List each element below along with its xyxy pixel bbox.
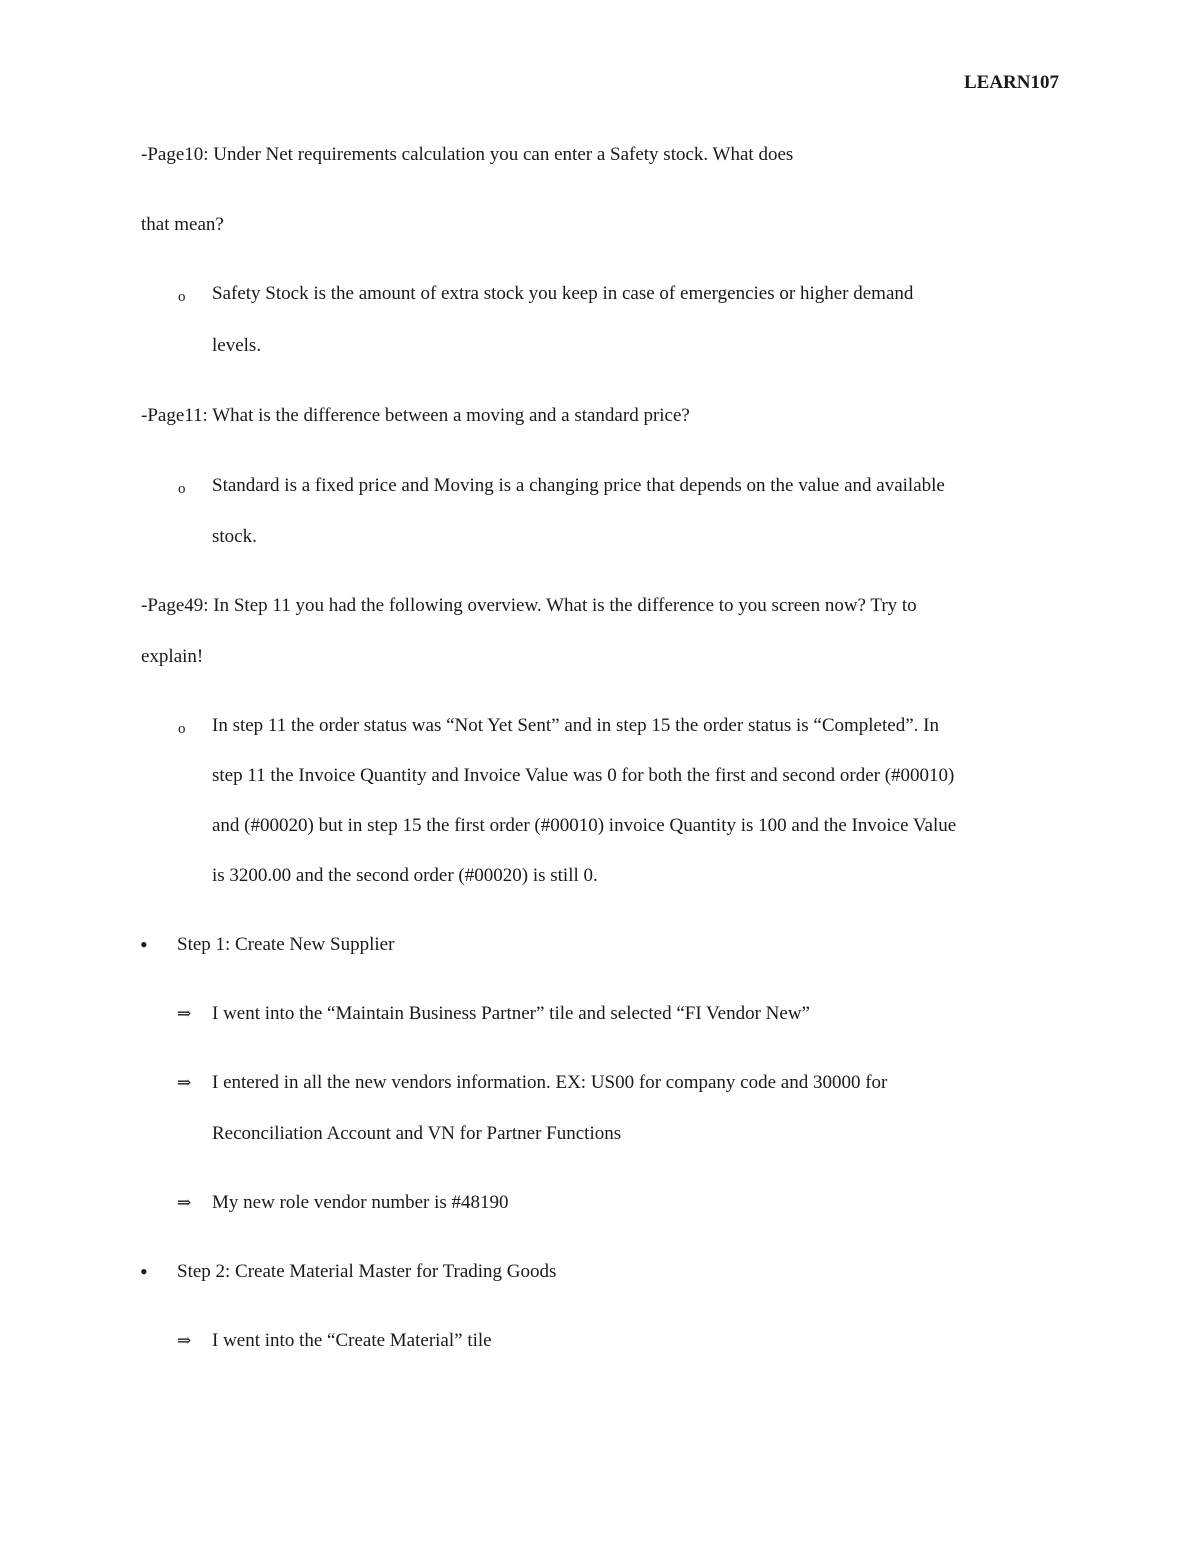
question-page11-line1: -Page11: What is the difference between a moving and a standard price?	[141, 405, 690, 426]
arrow-icon: ⇒	[177, 1331, 192, 1350]
bullet-icon: •	[140, 932, 148, 957]
answer-page49-line3: and (#00020) but in step 15 the first order (#00010) invoice Quantity is 100 and the Invoice Value	[212, 815, 957, 836]
arrow-icon: ⇒	[177, 1193, 192, 1212]
arrow-icon: ⇒	[177, 1004, 192, 1023]
answer-page11-line1: Standard is a fixed price and Moving is a changing price that depends on the value and available	[212, 475, 945, 496]
answer-page10-line1: Safety Stock is the amount of extra stock you keep in case of emergencies or higher demand	[212, 283, 914, 304]
step1-item2-line2: Reconciliation Account and VN for Partner Functions	[212, 1123, 622, 1144]
step2-item1: I went into the “Create Material” tile	[212, 1330, 492, 1351]
answer-page49-line2: step 11 the Invoice Quantity and Invoice Value was 0 for both the first and second order (#00010)	[212, 765, 955, 786]
step1-title: Step 1: Create New Supplier	[177, 934, 395, 955]
question-page10-line2: that mean?	[141, 214, 224, 235]
arrow-icon: ⇒	[177, 1073, 192, 1092]
answer-marker-o: o	[178, 721, 186, 737]
answer-marker-o: o	[178, 289, 186, 305]
step1-item2-line1: I entered in all the new vendors information. EX: US00 for company code and 30000 for	[212, 1072, 888, 1093]
bullet-icon: •	[140, 1259, 148, 1284]
question-page49-line1: -Page49: In Step 11 you had the following overview. What is the difference to you screen now? Try to	[141, 595, 917, 616]
answer-page49-line4: is 3200.00 and the second order (#00020) is still 0.	[212, 865, 598, 886]
question-page10-line1: -Page10: Under Net requirements calculation you can enter a Safety stock. What does	[141, 144, 794, 165]
answer-page11-line2: stock.	[212, 526, 257, 547]
answer-page49-line1: In step 11 the order status was “Not Yet Sent” and in step 15 the order status is “Completed”. In	[212, 715, 939, 736]
step1-item1: I went into the “Maintain Business Partner” tile and selected “FI Vendor New”	[212, 1003, 810, 1024]
step1-item3: My new role vendor number is #48190	[212, 1192, 509, 1213]
page-header: LEARN107	[963, 72, 1059, 93]
answer-page10-line2: levels.	[212, 335, 262, 356]
answer-marker-o: o	[178, 481, 186, 497]
question-page49-line2: explain!	[141, 646, 204, 667]
step2-title: Step 2: Create Material Master for Trading Goods	[177, 1261, 557, 1282]
